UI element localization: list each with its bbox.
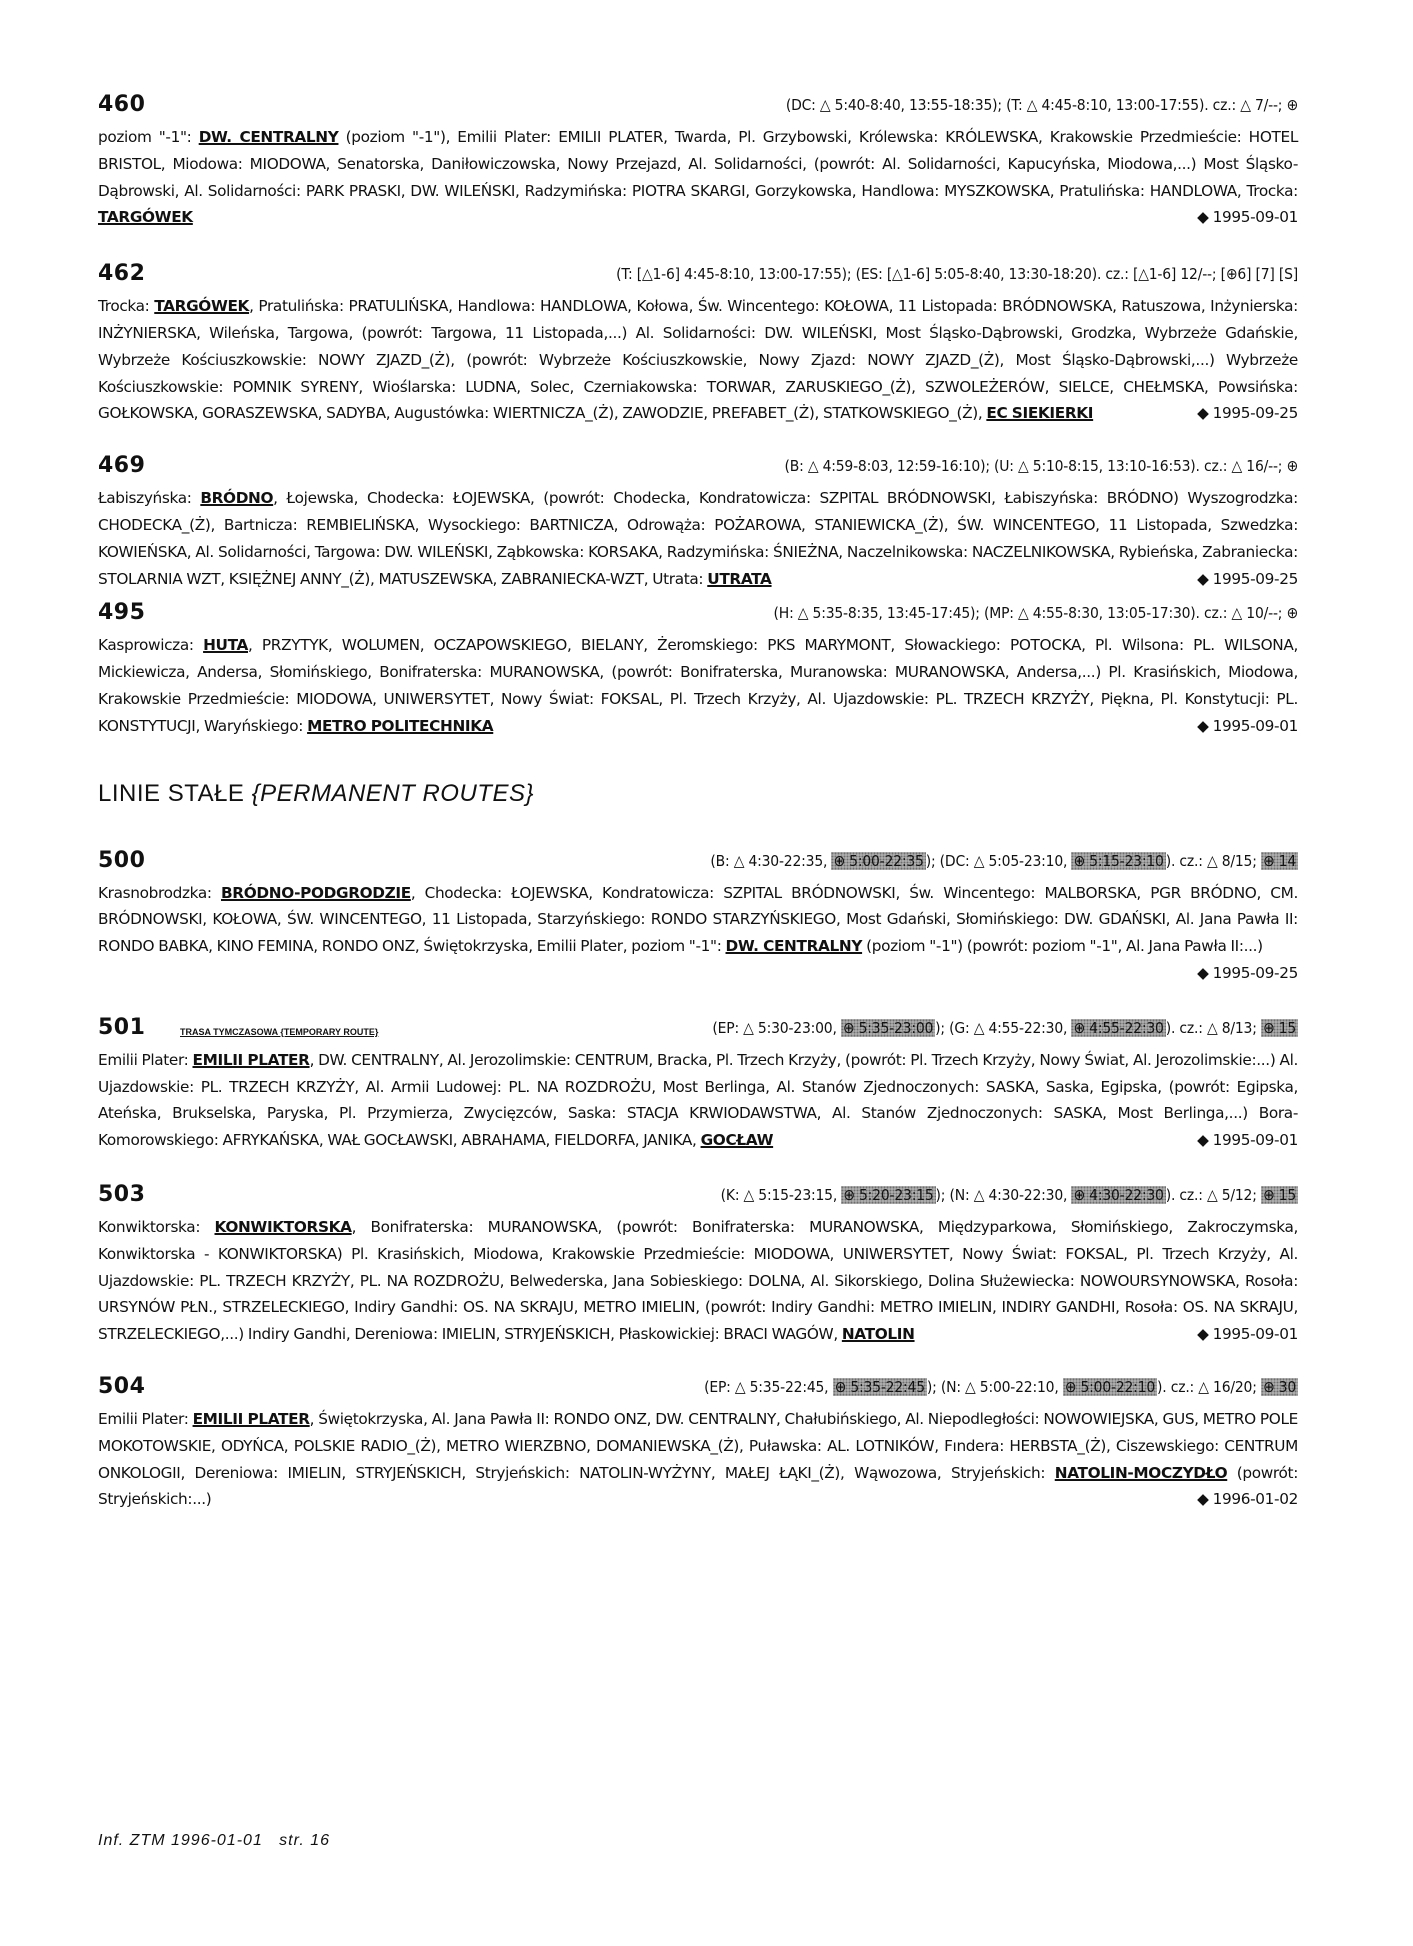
route-stops: , Bonifraterska: MURANOWSKA, (powrót: Bonifraterska: MURANOWSKA, Międzyparkowa, Słomińskiego, Zakroczymska, Konwiktorska - KONWIKTORSKA) Pl. Krasińskich, Miodowa, Krakowskie Przedmieście: MIODOWA, UNIWERSYTET, Nowy Świat: FOKSAL, Pl. Trzech Krzyży, Al. Ujazdowskie: PL. TRZECH KRZYŻY, PL. NA ROZDROŻU, Belwederska, Jana Sobieskiego: DOLNA, Al. Sikorskiego, Dolina Służewiecka: NOWOURSYNOWSKA, Rosoła: URSYNÓW PŁN., STRZELECKIEGO, Indiry Gandhi: OS. NA SKRAJU, METRO IMIELIN, (powrót: Indiry Gandhi: METRO IMIELIN, INDIRY GANDHI, Rosoła: OS. NA SKRAJU, STRZELECKIEGO,...) Indiry Gandhi, Dereniowa: IMIELIN, STRYJEŃSKICH, Płaskowickiej: BRACI WAGÓW,	[98, 1217, 1298, 1344]
route-header	[98, 600, 1298, 632]
route-stops: , Chodecka: ŁOJEWSKA, Kondratowicza: SZPITAL BRÓDNOWSKI, Św. Wincentego: MALBORSKA, PGR BRÓDNO, CM. BRÓDNOWSKI, KOŁOWA, ŚW. WINCENTEGO, 11 Listopada, Starzyńskiego: RONDO STARZYŃSKIEGO, Most Gdański, Słomińskiego: DW. GDAŃSKI, Al. Jana Pawła II: RONDO BABKA, KINO FEMINA, RONDO ONZ, Świętokrzyska, Emilii Plater, poziom "-1":	[98, 883, 1298, 956]
schedule-holiday-c: ⊕ 30	[1262, 1377, 1296, 1396]
schedule-part-a: (B: △ 4:30-22:35,	[710, 851, 832, 870]
route-lead: Emilii Plater:	[98, 1050, 193, 1069]
route-start-terminus: BRÓDNO	[200, 489, 274, 508]
route-end-terminus: METRO POLITECHNIKA	[307, 716, 494, 735]
route-lead: Emilii Plater:	[98, 1409, 193, 1428]
route-start-terminus: EMILII PLATER	[192, 1409, 310, 1428]
route-start-terminus: DW. CENTRALNY	[198, 128, 339, 146]
route-end-terminus: DW. CENTRALNY	[725, 937, 863, 956]
route-schedule: (DC: △ 5:40-8:40, 13:55-18:35); (T: △ 4:45-8:10, 13:00-17:55). cz.: △ 7/--; ⊕	[785, 96, 1298, 114]
route-description	[98, 1406, 1298, 1513]
schedule-holiday-a: ⊕ 5:35-22:45	[834, 1377, 925, 1396]
route-description	[98, 124, 1298, 231]
page-footer: Inf. ZTM 1996-01-01 str. 16	[98, 1832, 331, 1849]
section-subtitle: {PERMANENT ROUTES}	[251, 779, 534, 807]
route-end-terminus: GOCŁAW	[700, 1131, 774, 1150]
route-header	[98, 261, 1298, 293]
route-lead: Konwiktorska:	[98, 1217, 215, 1236]
route-start-terminus: HUTA	[203, 636, 248, 655]
route-header	[98, 92, 1298, 124]
schedule-part-c: ). cz.: △ 8/15;	[1165, 851, 1261, 870]
route-schedule	[710, 852, 1298, 870]
route-description	[98, 880, 1298, 987]
schedule-part-b: ); (N: △ 5:00-22:10,	[926, 1377, 1063, 1396]
schedule-part-a: (EP: △ 5:35-22:45,	[704, 1377, 833, 1396]
route-lead: Łabiszyńska:	[98, 489, 201, 508]
route-504	[98, 1374, 1298, 1513]
schedule-part-c: ). cz.: △ 16/20;	[1157, 1377, 1261, 1396]
route-start-terminus: KONWIKTORSKA	[214, 1217, 352, 1236]
route-tail: (poziom "-1") (powrót: poziom "-1", Al. Jana Pawła II:...)	[862, 937, 1263, 956]
schedule-holiday-b: ⊕ 5:15-23:10	[1073, 851, 1164, 870]
route-date: ◆ 1996-01-02	[1197, 1490, 1298, 1509]
route-stops: (poziom "-1"), Emilii Plater: EMILII PLATER, Twarda, Pl. Grzybowski, Królewska: KRÓLEWSKA, Krakowskie Przedmieście: HOTEL BRISTOL, Miodowa: MIODOWA, Senatorska, Daniłowiczowska, Nowy Przejazd, Al. Solidarności, (powrót: Al. Solidarności, Kapucyńska, Miodowa,...) Most Śląsko-Dąbrowski, Al. Solidarności: PARK PRASKI, DW. WILEŃSKI, Radzymińska: PIOTRA SKARGI, Gorzykowska, Handlowa: MYSZKOWSKA, Pratulińska: HANDLOWA, Trocka:	[98, 128, 1298, 200]
route-number: 500	[98, 847, 146, 873]
route-start-terminus: TARGÓWEK	[154, 297, 250, 316]
schedule-holiday-a: ⊕ 5:00-22:35	[833, 851, 924, 870]
route-tail: (powrót: Stryjeńskich:...)	[98, 1463, 1299, 1509]
route-501	[98, 1015, 1298, 1154]
route-description	[98, 1047, 1298, 1154]
section-title-text: LINIE STAŁE	[98, 779, 252, 807]
schedule-part-b: ); (DC: △ 5:05-23:10,	[925, 851, 1072, 870]
schedule-holiday-c: ⊕ 15	[1262, 1018, 1296, 1037]
route-date: ◆ 1995-09-01	[1197, 716, 1298, 735]
route-header	[98, 1015, 1298, 1047]
route-description	[98, 1214, 1298, 1348]
route-number: 503	[98, 1181, 146, 1207]
route-number: 460	[98, 92, 146, 117]
route-lead: Kasprowicza:	[98, 636, 204, 655]
schedule-part-b: ); (G: △ 4:55-22:30,	[935, 1018, 1072, 1037]
route-469	[98, 453, 1298, 592]
route-header	[98, 1374, 1298, 1406]
route-number: 462	[98, 261, 146, 287]
route-lead: Krasnobrodzka:	[98, 883, 221, 902]
route-header	[98, 1182, 1298, 1214]
route-stops: , Świętokrzyska, Al. Jana Pawła II: RONDO ONZ, DW. CENTRALNY, Chałubińskiego, Al. Niepodległości: NOWOWIEJSKA, GUS, METRO POLE MOKOTOWSKIE, ODYŃCA, POLSKIE RADIO_(Ż), METRO WIERZBNO, DOMANIEWSKA_(Ż), Puławska: AL. LOTNIKÓW, Fındera: HERBSTA_(Ż), Ciszewskiego: CENTRUM ONKOLOGII, Dereniowa: IMIELIN, STRYJEŃSKICH, Stryjeńskich: NATOLIN-WYŻYNY, MAŁEJ ŁĄKI_(Ż), Wąwozowa, Stryjeńskich:	[98, 1409, 1298, 1482]
route-date: ◆ 1995-09-01	[1197, 1325, 1298, 1344]
schedule-holiday-b: ⊕ 4:55-22:30	[1073, 1018, 1164, 1037]
route-end-terminus: EC SIEKIERKI	[986, 404, 1094, 423]
route-description	[98, 632, 1298, 739]
schedule-part-b: ); (N: △ 4:30-22:30,	[935, 1185, 1072, 1204]
route-stops: , Pratulińska: PRATULIŃSKA, Handlowa: HANDLOWA, Kołowa, Św. Wincentego: KOŁOWA, 11 Listopada: BRÓDNOWSKA, Ratuszowa, Inżynierska: INŻYNIERSKA, Wileńska, Targowa, (powrót: Targowa, 11 Listopada,...) Al. Solidarności: DW. WILEŃSKI, Most Śląsko-Dąbrowski, Grodzka, Wybrzeże Gdańskie, Wybrzeże Kościuszkowskie: NOWY ZJAZD_(Ż), (powrót: Wybrzeże Kościuszkowskie, Nowy Zjazd: NOWY ZJAZD_(Ż), Most Śląsko-Dąbrowski,...) Wybrzeże Kościuszkowskie: POMNIK SYRENY, Wioślarska: LUDNA, Solec, Czerniakowska: TORWAR, ZARUSKIEGO_(Ż), SZWOLEŻERÓW, SIELCE, CHEŁMSKA, Powsińska: GOŁKOWSKA, GORASZEWSKA, SADYBA, Augustówka: WIERTNICZA_(Ż), ZAWODZIE, PREFABET_(Ż), STATKOWSKIEGO_(Ż),	[98, 297, 1298, 423]
route-end-terminus: UTRATA	[707, 569, 772, 588]
route-schedule	[704, 1378, 1298, 1396]
route-header	[98, 848, 1298, 880]
route-date: ◆ 1995-09-01	[1197, 208, 1298, 227]
section-title	[98, 780, 1298, 808]
temporary-route-tag: TRASA TYMCZASOWA {TEMPORARY ROUTE}	[180, 1026, 379, 1037]
route-460	[98, 92, 1298, 231]
route-495	[98, 600, 1298, 739]
schedule-holiday-b: ⊕ 4:30-22:30	[1073, 1185, 1164, 1204]
route-stops: , Łojewska, Chodecka: ŁOJEWSKA, (powrót: Chodecka, Kondratowicza: SZPITAL BRÓDNOWSKI, Łabiszyńska: BRÓDNO) Wyszogrodzka: CHODECKA_(Ż), Bartnicza: REMBIELIŃSKA, Wysockiego: BARTNICZA, Odrowąża: POŻAROWA, STANIEWICKA_(Ż), ŚW. WINCENTEGO, 11 Listopada, Szwedzka: KOWIEŃSKA, Al. Solidarności, Targowa: DW. WILEŃSKI, Ząbkowska: KORSAKA, Radzymińska: ŚNIEŻNA, Naczelnikowska: NACZELNIKOWSKA, Rybieńska, Zabraniecka: STOLARNIA WZT, KSIĘŻNEJ ANNY_(Ż), MATUSZEWSKA, ZABRANIECKA-WZT, Utrata:	[98, 489, 1298, 588]
page-content	[98, 92, 1298, 1513]
schedule-holiday-c: ⊕ 14	[1262, 851, 1296, 870]
route-description	[98, 293, 1298, 427]
route-number: 495	[98, 600, 146, 626]
route-500	[98, 848, 1298, 987]
route-end-terminus: NATOLIN	[841, 1325, 915, 1344]
route-schedule: (T: [△1-6] 4:45-8:10, 13:00-17:55); (ES: [△1-6] 5:05-8:40, 13:30-18:20). cz.: [△1-6] 12/--; [⊕6] [7] [S]	[616, 265, 1298, 284]
route-number: 504	[98, 1373, 146, 1399]
route-stops: , DW. CENTRALNY, Al. Jerozolimskie: CENTRUM, Bracka, Pl. Trzech Krzyży, (powrót: Pl. Trzech Krzyży, Nowy Świat, Al. Jerozolimskie:...) Al. Ujazdowskie: PL. TRZECH KRZYŻY, Al. Armii Ludowej: PL. NA ROZDROŻU, Most Berlinga, Al. Stanów Zjednoczonych: SASKA, Saska, Egipska, (powrót: Egipska, Ateńska, Brukselska, Paryska, Pl. Przymierza, Zwycięzców, Saska: STACJA KRWIODAWSTWA, Al. Stanów Zjednoczonych: SASKA, Most Berlinga,...) Bora-Komorowskiego: AFRYKAŃSKA, WAŁ GOCŁAWSKI, ABRAHAMA, FIELDORFA, JANIKA,	[98, 1050, 1298, 1150]
route-date: ◆ 1995-09-25	[1197, 569, 1298, 588]
route-end-terminus: TARGÓWEK	[98, 208, 193, 227]
schedule-part-a: (EP: △ 5:30-23:00,	[712, 1018, 841, 1037]
schedule-part-c: ). cz.: △ 8/13;	[1165, 1018, 1261, 1037]
route-header	[98, 453, 1298, 485]
route-date: ◆ 1995-09-01	[1197, 1131, 1298, 1150]
route-lead: Trocka:	[98, 297, 155, 316]
route-schedule: (H: △ 5:35-8:35, 13:45-17:45); (MP: △ 4:55-8:30, 13:05-17:30). cz.: △ 10/--; ⊕	[773, 604, 1298, 623]
route-date: ◆ 1995-09-25	[1197, 404, 1298, 423]
schedule-holiday-b: ⊕ 5:00-22:10	[1064, 1377, 1156, 1396]
route-schedule	[712, 1019, 1298, 1037]
schedule-part-c: ). cz.: △ 5/12;	[1165, 1185, 1261, 1204]
route-date: ◆ 1995-09-25	[1197, 963, 1298, 982]
route-end-terminus: NATOLIN-MOCZYDŁO	[1054, 1463, 1228, 1482]
route-schedule	[721, 1186, 1298, 1204]
route-schedule: (B: △ 4:59-8:03, 12:59-16:10); (U: △ 5:10-8:15, 13:10-16:53). cz.: △ 16/--; ⊕	[784, 457, 1298, 476]
route-503	[98, 1182, 1298, 1348]
route-start-terminus: BRÓDNO-PODGRODZIE	[221, 883, 411, 902]
route-lead: poziom "-1":	[98, 128, 199, 146]
route-number: 501	[98, 1014, 146, 1040]
route-stops: , PRZYTYK, WOLUMEN, OCZAPOWSKIEGO, BIELANY, Żeromskiego: PKS MARYMONT, Słowackiego: POTOCKA, Pl. Wilsona: PL. WILSONA, Mickiewicza, Andersa, Słomińskiego, Bonifraterska: MURANOWSKA, (powrót: Bonifraterska, Muranowska: MURANOWSKA, Andersa,...) Pl. Krasińskich, Miodowa, Krakowskie Przedmieście: MIODOWA, UNIWERSYTET, Nowy Świat: FOKSAL, Pl. Trzech Krzyży, Al. Ujazdowskie: PL. TRZECH KRZYŻY, Piękna, Pl. Konstytucji: PL. KONSTYTUCJI, Waryńskiego:	[98, 636, 1299, 735]
schedule-holiday-a: ⊕ 5:35-23:00	[842, 1018, 934, 1037]
route-number: 469	[98, 453, 146, 479]
route-start-terminus: EMILII PLATER	[192, 1050, 310, 1069]
route-description	[98, 485, 1298, 592]
route-462	[98, 261, 1298, 427]
schedule-holiday-c: ⊕ 15	[1262, 1185, 1296, 1204]
schedule-part-a: (K: △ 5:15-23:15,	[720, 1185, 842, 1204]
schedule-holiday-a: ⊕ 5:20-23:15	[843, 1185, 934, 1204]
